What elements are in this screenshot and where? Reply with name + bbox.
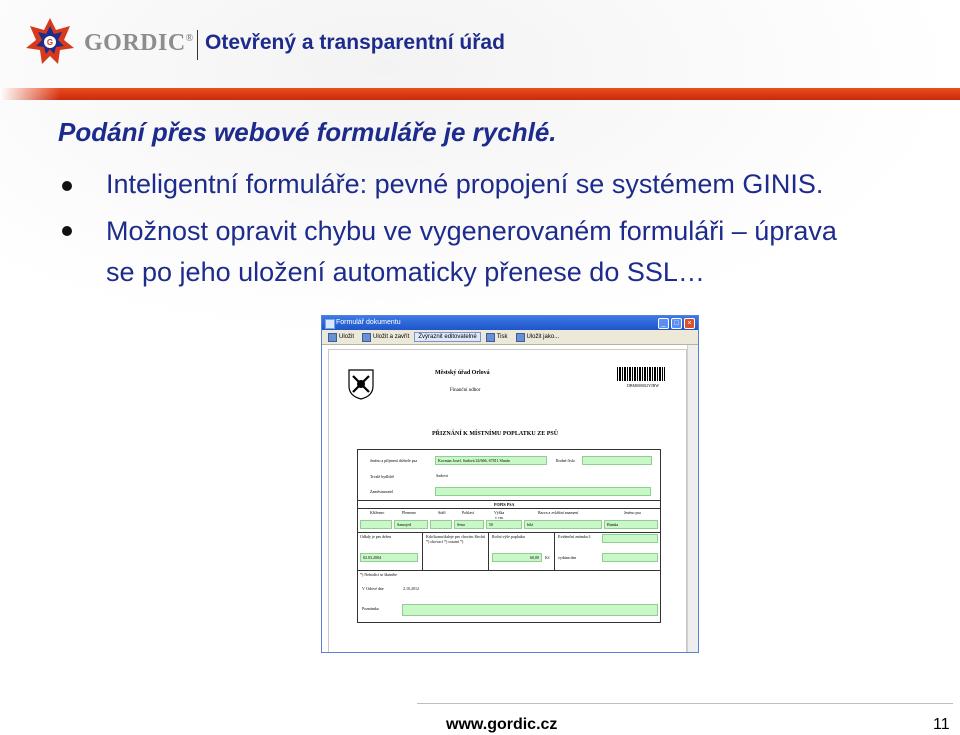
- col-sex: Pohlaví: [462, 510, 475, 515]
- fee-field[interactable]: 60,00: [492, 553, 542, 562]
- barcode-icon: [617, 367, 665, 381]
- note-field[interactable]: [402, 604, 658, 616]
- dog-breed-field[interactable]: Samojed: [394, 520, 428, 529]
- form-screenshot: [321, 315, 699, 653]
- form-frame: [357, 449, 661, 623]
- window-title: Formulář dokumentu: [336, 319, 401, 326]
- office-name: Městský úřad Orlová: [435, 370, 490, 376]
- page-number: 11: [933, 716, 950, 733]
- col-divider-2: [488, 532, 489, 570]
- issue-label: vydána dne: [558, 555, 577, 560]
- employer-label: Zaměstnavatel: [370, 489, 394, 494]
- footer-rule: [417, 703, 953, 704]
- place-label: V Orlové dne: [362, 586, 384, 591]
- maximize-icon[interactable]: □: [671, 318, 682, 329]
- form-document: [328, 349, 687, 653]
- print-button[interactable]: Tisk: [483, 332, 511, 343]
- bullet-dot-2: [62, 226, 72, 236]
- window-titlebar: [322, 316, 698, 330]
- barcode-number: DBM000002YJBW: [627, 383, 660, 388]
- evid-label: Evidenční známka č.: [558, 534, 592, 539]
- since-label: Odkdy je pes držen: [360, 534, 391, 539]
- slide-title: Podání přes webové formuláře je rychlé.: [58, 117, 557, 147]
- section-rule-3: [358, 532, 660, 533]
- address-value: Sadová: [436, 473, 448, 478]
- save-icon: [328, 333, 337, 342]
- brand-name: GORDIC®: [84, 30, 194, 56]
- employer-field[interactable]: [435, 487, 651, 496]
- gordic-logo-icon: [24, 16, 76, 68]
- currency-label: Kč: [545, 555, 550, 560]
- dog-sex-field[interactable]: Sena: [454, 520, 484, 529]
- bullet-text-2-cont: se po jeho uložení automaticky přenese do SSL…: [106, 257, 705, 287]
- form-toolbar: [322, 330, 698, 345]
- dog-name-field[interactable]: Bianka: [604, 520, 658, 529]
- header-red-bar: [0, 88, 960, 100]
- bullet-text-2: Možnost opravit chybu ve vygenerovaném formuláři – úprava: [106, 216, 837, 246]
- print-icon: [486, 333, 495, 342]
- col-divider-1: [422, 532, 423, 570]
- birth-number-label: Rodné číslo: [556, 458, 575, 463]
- department-name: Finanční odbor: [450, 388, 481, 393]
- save-button[interactable]: Uložit: [325, 332, 357, 343]
- col-crossbreed: Kříženec: [370, 510, 385, 515]
- footnote: *) Nehodící se škrtněte: [360, 572, 397, 577]
- since-field[interactable]: 02.03.2004: [360, 553, 418, 562]
- close-icon[interactable]: ×: [684, 318, 695, 329]
- holder-name-label: Jméno a příjmení držitele psa: [370, 458, 418, 463]
- col-height: Výška: [494, 510, 505, 515]
- section-rule: [358, 500, 660, 501]
- form-heading: PŘIZNÁNÍ K MÍSTNÍMU POPLATKU ZE PSŮ: [432, 431, 559, 437]
- holder-name-field[interactable]: Kocman Josef, Sadová 24/666, 67811 Slanín: [435, 456, 547, 465]
- owned-label: Kdo/komu/daleje pes chován: šlechtí *) okovací *) ostatní *): [426, 534, 486, 544]
- dog-section-title: POPIS PSA: [494, 502, 515, 507]
- save-close-icon: [362, 333, 371, 342]
- note-label: Poznámka: [362, 606, 379, 611]
- save-as-icon: [516, 333, 525, 342]
- address-label: Trvalé bydliště: [370, 474, 394, 479]
- issue-field[interactable]: [602, 553, 658, 562]
- dog-crossbreed-field[interactable]: [360, 520, 392, 529]
- section-rule-2: [358, 508, 660, 509]
- bullet-dot-1: [62, 181, 72, 191]
- save-as-button[interactable]: Uložit jako...: [513, 332, 563, 343]
- save-close-button[interactable]: Uložit a zavřít: [359, 332, 412, 343]
- dog-age-field[interactable]: [430, 520, 452, 529]
- col-age: Stáří: [438, 510, 446, 515]
- dog-color-field[interactable]: bílá: [524, 520, 602, 529]
- header-tagline: Otevřený a transparentní úřad: [205, 31, 505, 54]
- section-rule-4: [358, 570, 660, 571]
- highlight-editable-button[interactable]: Zvýraznit editovatelné: [414, 332, 480, 342]
- window-icon: [325, 319, 335, 329]
- col-height-unit: v cm: [495, 515, 503, 520]
- birth-number-field[interactable]: [582, 456, 652, 465]
- dog-height-field[interactable]: 50: [486, 520, 522, 529]
- place-date: 2.10.2012: [403, 586, 419, 591]
- bullet-text-1: Inteligentní formuláře: pevné propojení se systémem GINIS.: [106, 169, 824, 199]
- fee-label: Roční výše poplatku: [492, 534, 525, 539]
- col-color: Barva a zvláštní znamení: [538, 510, 579, 515]
- evid-field[interactable]: [602, 534, 658, 543]
- city-crest-icon: [347, 368, 375, 400]
- footer-website[interactable]: www.gordic.cz: [446, 716, 558, 733]
- col-dog-name: Jméno psa: [624, 510, 641, 515]
- col-breed: Plemeno: [402, 510, 416, 515]
- svg-text:G: G: [46, 38, 54, 47]
- vertical-scrollbar[interactable]: [687, 345, 698, 652]
- col-divider-3: [554, 532, 555, 570]
- minimize-icon[interactable]: _: [658, 318, 669, 329]
- header-divider: [197, 30, 198, 60]
